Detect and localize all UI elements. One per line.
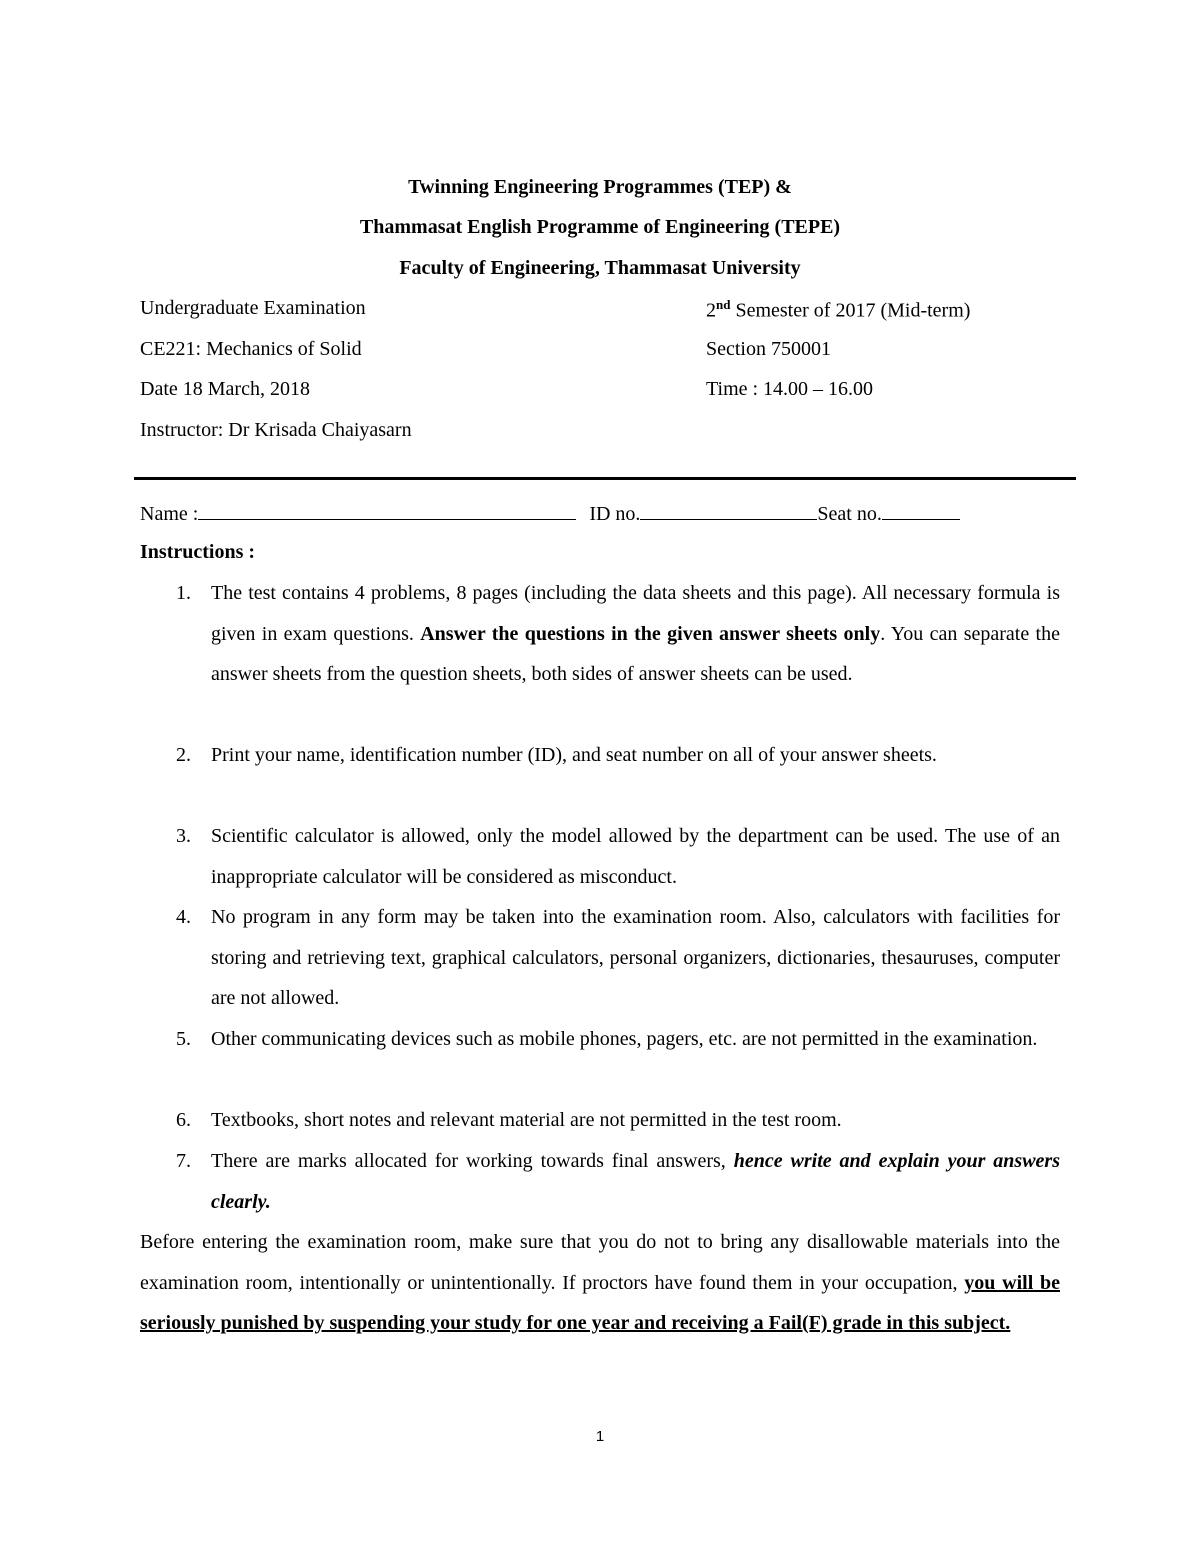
instructions-heading: Instructions : bbox=[140, 541, 256, 563]
page-number: 1 bbox=[595, 1428, 605, 1445]
instructor-name: Instructor: Dr Krisada Chaiyasarn bbox=[140, 419, 412, 441]
instruction-text: There are marks allocated for working towards final answers, hence write and explain your answers clearly. bbox=[211, 1150, 1060, 1213]
student-fields-row bbox=[140, 501, 960, 526]
semester-number: 2 bbox=[706, 299, 716, 322]
seat-blank[interactable] bbox=[882, 501, 960, 520]
instruction-item bbox=[140, 1100, 1060, 1141]
instruction-text: Other communicating devices such as mobile phones, pagers, etc. are not permitted in the examination. bbox=[211, 1028, 1038, 1050]
id-label: ID no. bbox=[589, 503, 641, 525]
exam-time: Time : 14.00 – 16.00 bbox=[706, 378, 874, 400]
programme-title-tepe: Thammasat English Programme of Engineering (TEPE) bbox=[359, 216, 841, 238]
instruction-item bbox=[140, 897, 1060, 1019]
instruction-number: 4. bbox=[176, 906, 191, 928]
programme-title-tep: Twinning Engineering Programmes (TEP) & bbox=[408, 176, 792, 198]
exam-type: Undergraduate Examination bbox=[140, 297, 366, 319]
section-number: Section 750001 bbox=[706, 338, 831, 360]
exam-date: Date 18 March, 2018 bbox=[140, 378, 310, 400]
instruction-item bbox=[140, 735, 1060, 816]
header-divider bbox=[134, 477, 1076, 480]
instruction-text: Print your name, identification number (ID), and seat number on all of your answer sheets. bbox=[211, 744, 937, 766]
instruction-number: 5. bbox=[176, 1028, 191, 1050]
faculty-title: Faculty of Engineering, Thammasat University bbox=[399, 257, 801, 279]
instruction-text: Scientific calculator is allowed, only the model allowed by the department can be used. The use of an inappropriate calculator will be considered as misconduct. bbox=[211, 825, 1060, 888]
instruction-number: 7. bbox=[176, 1150, 191, 1172]
instruction-number: 2. bbox=[176, 744, 191, 766]
id-blank[interactable] bbox=[640, 501, 817, 520]
name-blank[interactable] bbox=[198, 501, 576, 520]
instruction-item bbox=[140, 1141, 1060, 1222]
instruction-item bbox=[140, 573, 1060, 735]
course-code: CE221: Mechanics of Solid bbox=[140, 338, 362, 360]
closing-warning: Before entering the examination room, make sure that you do not to bring any disallowable materials into the examination room, intentionally or unintentionally. If proctors have found them in your occupation, you will be seriously punished by suspending your study for one year and receiving a Fail(F) grade in this subject. bbox=[140, 1231, 1060, 1334]
instruction-emphasis: Answer the questions in the given answer sheets only bbox=[420, 622, 881, 645]
semester-text: Semester of 2017 (Mid-term) bbox=[730, 299, 971, 322]
instruction-text: Textbooks, short notes and relevant material are not permitted in the test room. bbox=[211, 1109, 842, 1131]
instruction-item bbox=[140, 1019, 1060, 1100]
penalty-warning: you will be seriously punished by suspending your study for one year and receiving a Fail(F) grade in this subject. bbox=[140, 1271, 1060, 1334]
instruction-item bbox=[140, 816, 1060, 897]
name-label: Name : bbox=[140, 503, 199, 525]
instruction-number: 6. bbox=[176, 1109, 191, 1131]
semester-suffix: nd bbox=[716, 297, 731, 312]
semester-info bbox=[706, 297, 970, 323]
instruction-number: 3. bbox=[176, 825, 191, 847]
instruction-text: No program in any form may be taken into the examination room. Also, calculators with facilities for storing and retrieving text, graphical calculators, personal organizers, dictionaries, thesauruses, computer are not allowed. bbox=[211, 906, 1060, 1009]
instruction-number: 1. bbox=[176, 582, 191, 604]
instruction-emphasis: hence write and explain your answers clearly. bbox=[211, 1150, 1060, 1213]
seat-label: Seat no. bbox=[817, 503, 882, 525]
instruction-text: The test contains 4 problems, 8 pages (including the data sheets and this page). All necessary formula is given in exam questions. Answer the questions in the given answer sheets only. You can separate the answer sheets from the question sheets, both sides of answer sheets can be used. bbox=[211, 582, 1060, 685]
